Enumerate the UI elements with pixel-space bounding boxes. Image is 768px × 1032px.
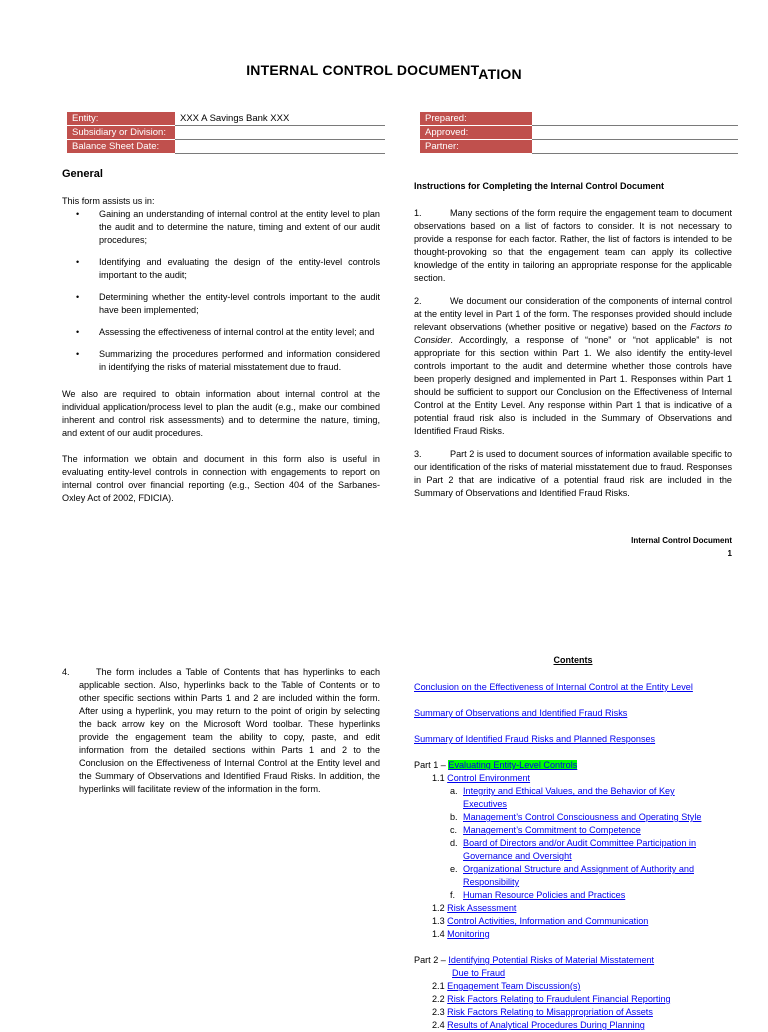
list-item: a. Integrity and Ethical Values, and the Behavior of Key Executives <box>450 786 675 809</box>
toc-link-monitoring[interactable]: Monitoring <box>447 929 490 939</box>
toc-link-summary-observations[interactable]: Summary of Observations and Identified Fraud Risks <box>414 708 628 718</box>
signoff-header-table <box>420 112 738 154</box>
toc-link-competence[interactable]: Management’s Commitment to Competence <box>463 825 641 835</box>
balance-sheet-date-value[interactable] <box>175 140 385 154</box>
toc-link-part1[interactable]: Evaluating Entity-Level Controls <box>448 760 578 770</box>
toc-part1-prefix: Part 1 – <box>414 760 449 770</box>
subsidiary-value[interactable] <box>175 126 385 140</box>
general-heading: General <box>62 168 103 180</box>
balance-sheet-date-label: Balance Sheet Date: <box>67 140 175 154</box>
list-item: f. Human Resource Policies and Practices <box>450 890 626 900</box>
toc-heading: Contents <box>553 655 593 665</box>
toc-sub-items <box>414 785 744 902</box>
instruction-item-4: 4. The form includes a Table of Contents that has hyperlinks to each applicable section. Also, hyperlinks back to the Table of Contents or to other specific sections within Parts 1 and 2 are included within the form. After using a hyperlink, you may return to the point of origin by selecting the back arrow key on the Microsoft Word toolbar. These hyperlinks provide the engagement team the ability to copy, paste, and edit information from the detailed sections within Parts 1 and 2 to the Conclusion on the Effectiveness of Internal Control at the Entity level and the Summary of Observations and Identified Fraud Risks. In addition, the hyperlinks will facilitate review of the information in the form. <box>62 667 380 794</box>
table-row <box>67 140 385 154</box>
general-paragraph-1: We also are required to obtain information about internal control at the individual application/process level to plan the audit (e.g., make our combined inherent and control risk assessments) and to determine the nature, timing, and extent of our audit procedures. <box>62 389 380 438</box>
toc-link-organizational-structure[interactable]: Organizational Structure and Assignment of Authority and Responsibility <box>463 864 695 887</box>
page-footer <box>414 534 732 560</box>
list-item: • Summarizing the procedures performed and information considered in identifying the risks of material misstatement due to fraud. <box>76 349 380 372</box>
table-of-contents: Contents Conclusion on the Effectiveness of Internal Control at the Entity Level Summary of Observations and Identified Fraud Risks Summary of Identified Fraud Risks and Planned Responses Part 1 – Evaluating Entity-Level Controls 1.1 Control Environment a. Integrity and Ethical Values, and the Behavior of Key Executives b. Management’s Control Consciousness and Operating Style c. Management’s Commitment to Competence d. Board of Directors and/or Audit Committee Participation in Governance and Oversight e. Organizational Structure and Assignment of Authority and Responsibility f. Human Resource Policies and Practices 1.2 Risk Assessment 1.3 Control Activities, Information and Communication 1.4 Monitoring Part 2 – Identifying Potential Risks of Material Misstatement Due to Fraud 2.1 Engagement Team Discussion(s) 2.2 Risk Factors Relating to Fraudulent Financial Reporting 2.3 Risk Factors Relating to Misappropriation of Assets 2.4 Results of Analytical Procedures During Planning <box>414 654 744 1032</box>
toc-link-part2[interactable]: Identifying Potential Risks of Material Misstatement Due to Fraud <box>448 955 655 978</box>
list-item: • Identifying and evaluating the design of the entity-level controls important to the audit; <box>76 257 380 280</box>
toc-part2-prefix: Part 2 – <box>414 955 449 965</box>
list-item: • Assessing the effectiveness of internal control at the entity level; and <box>76 327 375 337</box>
list-item: e. Organizational Structure and Assignment of Authority and Responsibility <box>450 864 695 887</box>
title-tail: ATION <box>478 66 522 82</box>
general-section <box>62 195 380 505</box>
toc-link-misappropriation[interactable]: Risk Factors Relating to Misappropriation of Assets <box>447 1007 653 1017</box>
list-item: c. Management’s Commitment to Competence <box>450 825 641 835</box>
partner-value[interactable] <box>532 140 738 154</box>
prepared-value[interactable] <box>532 112 738 126</box>
table-row <box>420 140 738 154</box>
list-item: 2. We document our consideration of the components of internal control at the entity level in Part 1 of the form. The responses provided should include relevant observations (whether positive or negative) based on the Factors to Consider. Accordingly, a response of “none” or “not applicable” is not appropriate for this section within Part 1. We also identify the entity-level controls important to the audit and determine whether those controls have been properly designed and implemented in Part 1. Responses within Part 1 should be sufficient to support our Conclusion on the Effectiveness of Internal Control at the Entity Level. Any response within Part 1 that is indicative of a potential fraud risk also is included in the Summary of Observations and Identified Fraud Risks. <box>414 296 732 436</box>
toc-link-risk-assessment[interactable]: Risk Assessment <box>447 903 517 913</box>
table-row <box>67 112 385 126</box>
toc-link-control-environment[interactable]: Control Environment <box>447 773 531 783</box>
table-row <box>420 112 738 126</box>
list-item: • Determining whether the entity-level controls important to the audit have been implemented; <box>76 292 380 315</box>
general-intro: This form assists us in: <box>62 196 155 206</box>
prepared-label: Prepared: <box>420 112 532 126</box>
toc-link-summary-fraud-risks[interactable]: Summary of Identified Fraud Risks and Planned Responses <box>414 734 656 744</box>
toc-link-analytical-procedures[interactable]: Results of Analytical Procedures During Planning <box>447 1020 645 1030</box>
toc-link-engagement-team[interactable]: Engagement Team Discussion(s) <box>447 981 581 991</box>
title-main: INTERNAL CONTROL DOCUMENT <box>246 62 479 78</box>
list-item: • Gaining an understanding of internal control at the entity level to plan the audit and to determine the nature, timing and extent of our audit procedures; <box>76 209 380 245</box>
toc-link-fraudulent-reporting[interactable]: Risk Factors Relating to Fraudulent Financial Reporting <box>447 994 671 1004</box>
toc-link-board-of-directors[interactable]: Board of Directors and/or Audit Committee Participation in Governance and Oversight <box>463 838 697 861</box>
partner-label: Partner: <box>420 140 532 154</box>
toc-link-control-consciousness[interactable]: Management’s Control Consciousness and Operating Style <box>463 812 702 822</box>
approved-value[interactable] <box>532 126 738 140</box>
list-item: 3. Part 2 is used to document sources of information available specific to our identification of the risks of material misstatement due to fraud. Responses in Part 2 that are indicative of a potential fraud risk are included in the Summary of Observations and Identified Fraud Risks. <box>414 449 732 498</box>
entity-header-table <box>67 112 385 154</box>
table-row <box>420 126 738 140</box>
table-row <box>67 126 385 140</box>
footer-doc-name: Internal Control Document <box>631 536 732 545</box>
general-bullet-list <box>62 208 380 374</box>
general-paragraph-2: The information we obtain and document in this form also is useful in evaluating entity-level controls in connection with engagements to report on internal control over financial reporting (e.g., Section 404 of the Sarbanes-Oxley Act of 2002, FDICIA). <box>62 454 380 503</box>
footer-page-number: 1 <box>727 549 732 558</box>
toc-link-control-activities[interactable]: Control Activities, Information and Communication <box>447 916 649 926</box>
list-item: b. Management’s Control Consciousness and Operating Style <box>450 812 702 822</box>
document-title <box>0 62 768 82</box>
toc-link-human-resource[interactable]: Human Resource Policies and Practices <box>463 890 626 900</box>
toc-link-integrity[interactable]: Integrity and Ethical Values, and the Behavior of Key Executives <box>463 786 675 809</box>
approved-label: Approved: <box>420 126 532 140</box>
subsidiary-label: Subsidiary or Division: <box>67 126 175 140</box>
entity-value[interactable]: XXX A Savings Bank XXX <box>175 112 385 126</box>
list-item: 1. Many sections of the form require the engagement team to document observations based on a list of factors to consider. It is not necessary to provide a response for each factor. Rather, the list of factors is intended to be thought-provoking so that the engagement team can apply its collective knowledge of the entity in tailoring an appropriate response for the applicable section. <box>414 208 732 283</box>
instructions-list <box>414 207 732 510</box>
instructions-heading: Instructions for Completing the Internal Control Document <box>414 181 665 191</box>
entity-label: Entity: <box>67 112 175 126</box>
toc-link-conclusion[interactable]: Conclusion on the Effectiveness of Internal Control at the Entity Level <box>414 682 693 692</box>
list-item: d. Board of Directors and/or Audit Committee Participation in Governance and Oversight <box>450 838 697 861</box>
